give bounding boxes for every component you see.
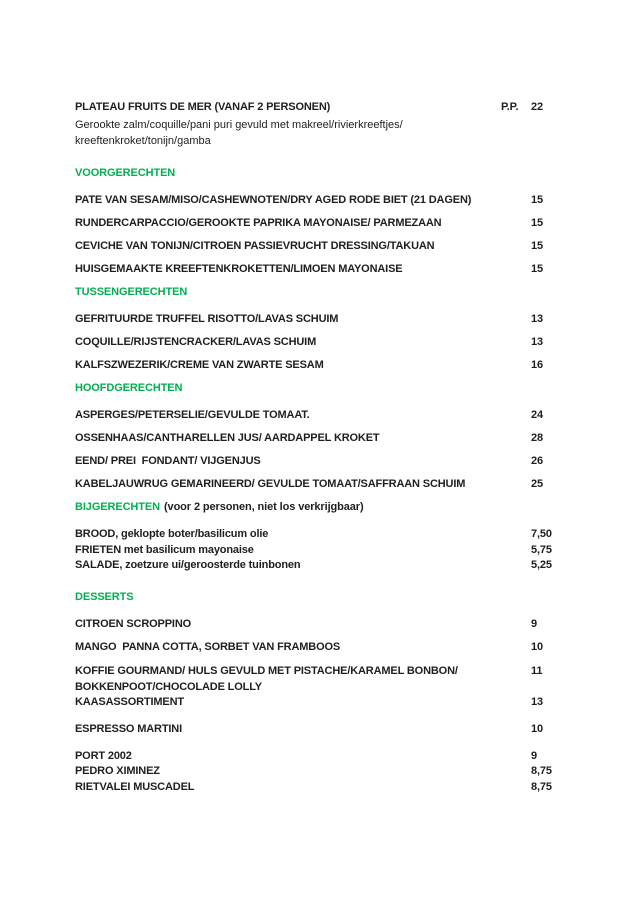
section-title: VOORGERECHTEN xyxy=(75,167,176,179)
section-title: TUSSENGERECHTEN xyxy=(75,286,188,298)
section-title-note: (voor 2 personen, niet los verkrijgbaar) xyxy=(163,501,364,513)
menu-item-row xyxy=(75,408,565,423)
menu-item-row xyxy=(75,431,565,446)
menu-item-row xyxy=(75,216,565,231)
menu-item-row xyxy=(75,454,565,469)
menu-item-name: GEFRITUURDE TRUFFEL RISOTTO/LAVAS SCHUIM xyxy=(75,313,339,325)
menu-item-price: 9 xyxy=(531,749,537,762)
menu-item-price: 24 xyxy=(531,409,543,421)
menu-item-price: 13 xyxy=(531,313,543,325)
menu-item-name: RUNDERCARPACCIO/GEROOKTE PAPRIKA MAYONAISE/ PARMEZAAN xyxy=(75,217,442,229)
menu-item-price: 8,75 xyxy=(531,780,552,793)
menu-item-price: 15 xyxy=(531,240,543,252)
menu-item-name: FRIETEN met basilicum mayonaise xyxy=(75,543,254,556)
menu-item-price: 26 xyxy=(531,455,543,467)
menu-item-price: 15 xyxy=(531,263,543,275)
menu-item-row xyxy=(75,477,565,492)
menu-item-name: PORT 2002 xyxy=(75,749,132,762)
menu-item-price: 25 xyxy=(531,478,543,490)
menu-item-price: 15 xyxy=(531,194,543,206)
description-line: Gerookte zalm/coquille/pani puri gevuld met makreel/rivierkreeftjes/ xyxy=(75,119,403,131)
menu-item-name: COQUILLE/RIJSTENCRACKER/LAVAS SCHUIM xyxy=(75,336,317,348)
menu-item-row xyxy=(75,239,565,254)
menu-item-row xyxy=(75,358,565,373)
menu-item-name: KABELJAUWRUG GEMARINEERD/ GEVULDE TOMAAT/SAFFRAAN SCHUIM xyxy=(75,478,466,490)
menu-item-name: CITROEN SCROPPINO xyxy=(75,617,192,630)
menu-item-row xyxy=(75,262,565,277)
section-heading-hoofdgerechten xyxy=(75,381,565,396)
menu-item-price: 13 xyxy=(531,695,543,708)
menu-item-row xyxy=(75,558,565,574)
menu-item-row xyxy=(75,193,565,208)
description-line: kreeftenkroket/tonijn/gamba xyxy=(75,135,211,147)
menu-item-price: 11 xyxy=(531,664,543,677)
menu-item-name: PLATEAU FRUITS DE MER (VANAF 2 PERSONEN) xyxy=(75,101,331,113)
menu-item-row xyxy=(75,640,565,655)
menu-item-row xyxy=(75,312,565,327)
menu-item-name: HUISGEMAAKTE KREEFTENKROKETTEN/LIMOEN MAYONAISE xyxy=(75,263,403,275)
menu-item-name: BROOD, geklopte boter/basilicum olie xyxy=(75,528,269,540)
menu-item-row xyxy=(75,527,565,543)
menu-item-price: 10 xyxy=(531,723,543,735)
menu-item-price: 7,50 xyxy=(531,528,552,540)
section-heading-voorgerechten xyxy=(75,166,565,181)
menu-item-name: ASPERGES/PETERSELIE/GEVULDE TOMAAT. xyxy=(75,409,310,421)
menu-item-price: 16 xyxy=(531,359,543,371)
menu-item-row xyxy=(75,617,565,632)
section-title: BIJGERECHTEN xyxy=(75,501,160,513)
menu-item-price: 15 xyxy=(531,217,543,229)
menu-item-row xyxy=(75,543,565,559)
menu-item-row xyxy=(75,663,565,695)
section-heading-desserts xyxy=(75,590,565,605)
section-heading-tussengerechten xyxy=(75,285,565,300)
menu-item-name-line1: KOFFIE GOURMAND/ HULS GEVULD MET PISTACHE/KARAMEL BONBON/ xyxy=(75,664,458,677)
menu-item-row xyxy=(75,100,565,115)
section-title: HOOFDGERECHTEN xyxy=(75,382,183,394)
menu-item-price: 9 xyxy=(531,617,537,630)
menu-item-row xyxy=(75,780,565,796)
section-title: DESSERTS xyxy=(75,590,134,603)
menu-item-row xyxy=(75,749,565,765)
menu-item-name-line2: BOKKENPOOT/CHOCOLADE LOLLY xyxy=(75,680,262,693)
menu-item-price: 8,75 xyxy=(531,765,552,777)
menu-item-price: 5,25 xyxy=(531,559,552,571)
menu-item-price: 28 xyxy=(531,432,543,444)
menu-item-name: CEVICHE VAN TONIJN/CITROEN PASSIEVRUCHT DRESSING/TAKUAN xyxy=(75,240,435,252)
menu-item-name: RIETVALEI MUSCADEL xyxy=(75,780,195,793)
per-person-label: P.P. xyxy=(501,101,519,113)
section-heading-bijgerechten xyxy=(75,500,565,515)
menu-item-name: PATE VAN SESAM/MISO/CASHEWNOTEN/DRY AGED RODE BIET (21 DAGEN) xyxy=(75,194,472,206)
menu-item-row xyxy=(75,764,565,780)
menu-item-name: SALADE, zoetzure ui/geroosterde tuinbonen xyxy=(75,559,301,571)
menu-item-name: MANGO PANNA COTTA, SORBET VAN FRAMBOOS xyxy=(75,640,341,653)
menu-item-row xyxy=(75,722,565,738)
menu-item-price: 13 xyxy=(531,336,543,348)
menu-item-row xyxy=(75,695,565,711)
menu-item-name: EEND/ PREI FONDANT/ VIJGENJUS xyxy=(75,455,261,467)
menu-item-name: ESPRESSO MARTINI xyxy=(75,723,183,735)
menu-item-row xyxy=(75,335,565,350)
menu-item-name: KAASASSORTIMENT xyxy=(75,695,184,708)
menu-item-price: 22 xyxy=(531,101,543,113)
menu-item-name xyxy=(75,663,531,695)
menu-item-name: PEDRO XIMINEZ xyxy=(75,765,160,777)
menu-item-name: OSSENHAAS/CANTHARELLEN JUS/ AARDAPPEL KROKET xyxy=(75,432,380,444)
menu-item-price: 5,75 xyxy=(531,543,552,556)
menu-item-name: KALFSZWEZERIK/CREME VAN ZWARTE SESAM xyxy=(75,359,324,371)
menu-item-description xyxy=(75,117,565,149)
menu-item-price: 10 xyxy=(531,640,543,653)
